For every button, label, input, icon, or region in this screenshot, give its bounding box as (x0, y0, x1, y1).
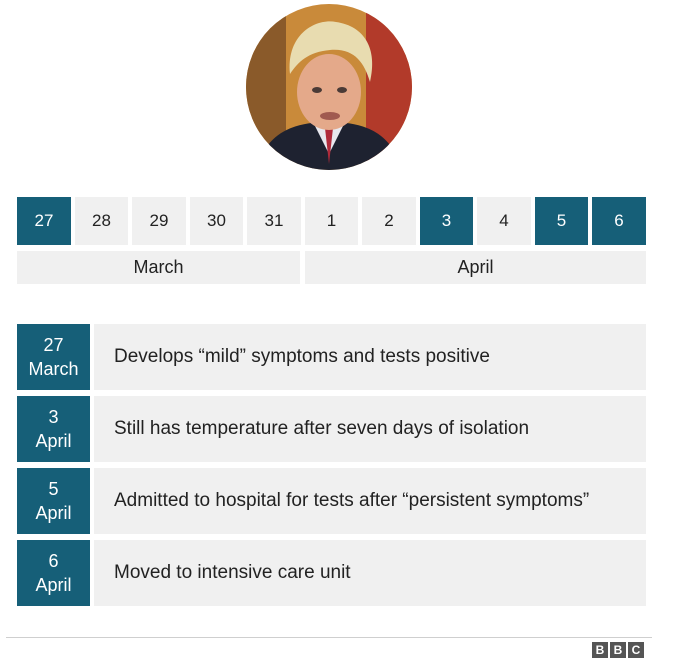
day-cell: 27 (17, 197, 71, 245)
logo-letter: B (592, 642, 608, 658)
day-cell: 6 (592, 197, 646, 245)
day-cell: 4 (477, 197, 531, 245)
logo-letter: B (610, 642, 626, 658)
day-cell: 30 (190, 197, 243, 245)
month-label-april: April (305, 251, 646, 284)
event-day: 3 (48, 407, 59, 427)
timeline-event (17, 396, 646, 462)
bbc-logo (592, 642, 644, 658)
timeline-event (17, 468, 646, 534)
event-day: 5 (48, 479, 59, 499)
day-cell: 5 (535, 197, 588, 245)
timeline-event (17, 540, 646, 606)
day-cell: 28 (75, 197, 128, 245)
footer-divider (6, 637, 652, 638)
event-date (17, 540, 90, 606)
event-description: Develops “mild” symptoms and tests positive (94, 324, 646, 390)
event-date (17, 396, 90, 462)
event-month: April (35, 575, 72, 595)
month-label-march: March (17, 251, 300, 284)
event-date (17, 468, 90, 534)
day-cell: 29 (132, 197, 186, 245)
day-cell: 31 (247, 197, 301, 245)
day-cell: 3 (420, 197, 473, 245)
timeline-event (17, 324, 646, 390)
day-strip (17, 197, 646, 245)
day-cell: 2 (362, 197, 416, 245)
portrait-photo (246, 4, 412, 170)
event-description: Moved to intensive care unit (94, 540, 646, 606)
event-month: April (35, 431, 72, 451)
event-description: Still has temperature after seven days of isolation (94, 396, 646, 462)
event-day: 6 (48, 551, 59, 571)
day-cell: 1 (305, 197, 358, 245)
event-day: 27 (43, 335, 64, 355)
event-month: April (35, 503, 72, 523)
event-month: March (28, 359, 79, 379)
event-date (17, 324, 90, 390)
logo-letter: C (628, 642, 644, 658)
event-description: Admitted to hospital for tests after “persistent symptoms” (94, 468, 646, 534)
